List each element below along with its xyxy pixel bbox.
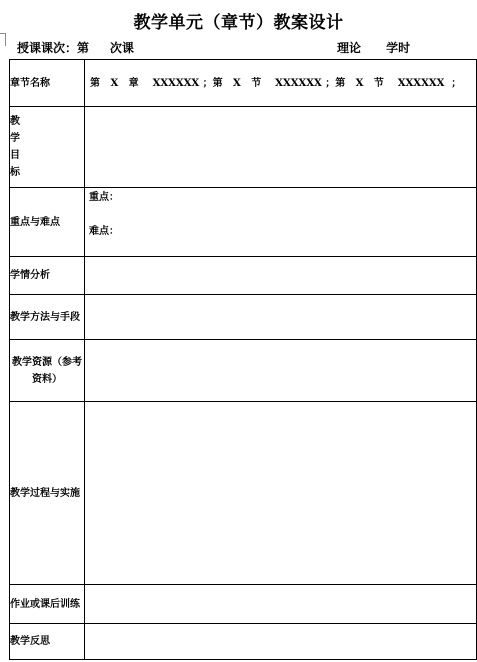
table-row-resources [10, 340, 477, 402]
reflection-label: 教学反思 [10, 624, 85, 660]
chapter-name-cell[interactable] [85, 60, 477, 107]
homework-cell[interactable] [85, 585, 477, 624]
resources-cell[interactable] [85, 340, 477, 402]
lesson-number-line: 授课课次：第 次课 [17, 41, 134, 55]
objectives-cell[interactable] [85, 107, 477, 188]
table-row-reflection [10, 624, 477, 660]
page-title: 教学单元（章节）教案设计 [133, 13, 344, 33]
theory-hours-line: 理论 学时 [337, 41, 411, 55]
table-row-learner-analysis [10, 257, 477, 295]
objectives-label [10, 107, 85, 188]
difficult-point-label: 难点： [89, 226, 119, 237]
table-row-objectives [10, 107, 477, 188]
table-row-process [10, 402, 477, 585]
objectives-label-char: 教 [10, 116, 20, 127]
reflection-cell[interactable] [85, 624, 477, 660]
lesson-plan-table [9, 59, 477, 660]
key-points-cell[interactable] [85, 188, 477, 257]
objectives-label-char: 标 [10, 167, 20, 178]
key-points-label: 重点与难点 [10, 188, 85, 257]
objectives-label-char: 目 [10, 150, 20, 161]
key-point-label: 重点： [89, 192, 119, 203]
homework-label: 作业或课后训练 [10, 585, 85, 624]
methods-label: 教学方法与手段 [10, 295, 85, 340]
table-row-methods [10, 295, 477, 340]
objectives-label-char: 学 [10, 133, 20, 144]
process-label: 教学过程与实施 [10, 402, 85, 585]
resources-label: 教学资源（参考资料） [10, 340, 85, 402]
learner-analysis-label: 学情分析 [10, 257, 85, 295]
table-row-key-points [10, 188, 477, 257]
table-row-chapter [10, 60, 477, 107]
chapter-name-value: 第 X 章 XXXXXX ；第 X 节 XXXXXX ；第 X 节 XXXXXX ； [90, 77, 462, 89]
table-row-homework [10, 585, 477, 624]
learner-analysis-cell[interactable] [85, 257, 477, 295]
page-corner-mark [0, 33, 6, 46]
methods-cell[interactable] [85, 295, 477, 340]
chapter-name-label: 章节名称 [10, 60, 85, 107]
process-cell[interactable] [85, 402, 477, 585]
